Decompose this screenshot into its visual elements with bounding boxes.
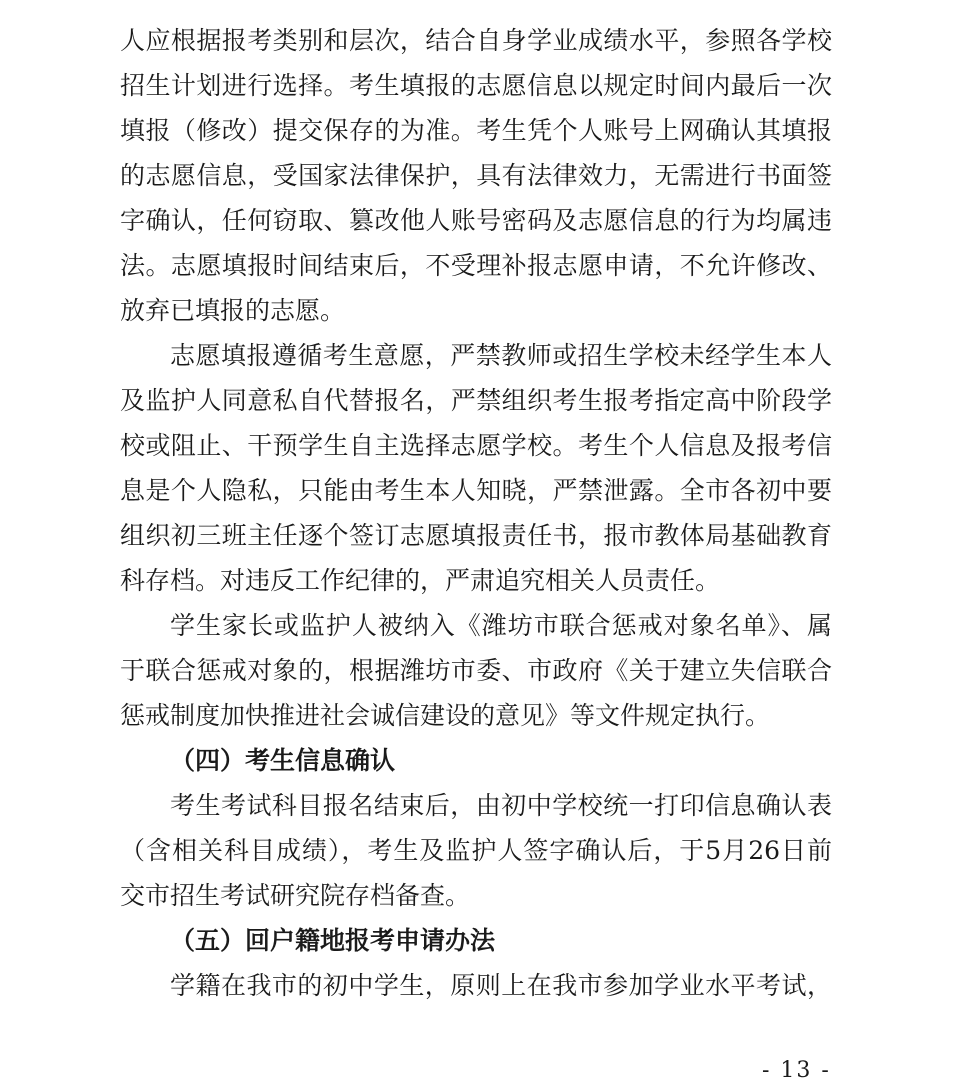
section-heading: （五）回户籍地报考申请办法 (170, 926, 496, 955)
text-line: 惩戒制度加快推进社会诚信建设的意见》等文件规定执行。 (120, 701, 771, 730)
text-line: 及监护人同意私自代替报名，严禁组织考生报考指定高中阶段学 (120, 386, 832, 415)
page-number: - 13 - (762, 1058, 831, 1083)
text-line: 志愿填报遵循考生意愿，严禁教师或招生学校未经学生本人 (170, 341, 832, 370)
text-line: （含相关科目成绩），考生及监护人签字确认后，于5月26日前 (120, 836, 832, 865)
text-line: 人应根据报考类别和层次，结合自身学业成绩水平，参照各学校 (120, 26, 832, 55)
document-body (120, 18, 832, 1008)
text-line: 于联合惩戒对象的，根据潍坊市委、市政府《关于建立失信联合 (120, 656, 832, 685)
text-line: 组织初三班主任逐个签订志愿填报责任书，报市教体局基础教育 (120, 521, 832, 550)
text-line: 招生计划进行选择。考生填报的志愿信息以规定时间内最后一次 (120, 71, 832, 100)
text-line: 放弃已填报的志愿。 (120, 296, 346, 325)
text-line: 科存档。对违反工作纪律的，严肃追究相关人员责任。 (120, 566, 721, 595)
text-line: 校或阻止、干预学生自主选择志愿学校。考生个人信息及报考信 (120, 431, 832, 460)
text-line: 息是个人隐私，只能由考生本人知晓，严禁泄露。全市各初中要 (120, 476, 832, 505)
text-line: 法。志愿填报时间结束后，不受理补报志愿申请，不允许修改、 (120, 251, 832, 280)
section-heading: （四）考生信息确认 (170, 746, 396, 775)
text-line: 考生考试科目报名结束后，由初中学校统一打印信息确认表 (170, 791, 832, 820)
text-line: 的志愿信息，受国家法律保护，具有法律效力，无需进行书面签 (120, 161, 832, 190)
text-line: 填报（修改）提交保存的为准。考生凭个人账号上网确认其填报 (120, 116, 832, 145)
text-line: 字确认，任何窃取、篡改他人账号密码及志愿信息的行为均属违 (120, 206, 832, 235)
text-line: 学生家长或监护人被纳入《潍坊市联合惩戒对象名单》、属 (170, 611, 832, 640)
text-line: 学籍在我市的初中学生，原则上在我市参加学业水平考试， (170, 971, 832, 1000)
text-line: 交市招生考试研究院存档备查。 (120, 881, 471, 910)
